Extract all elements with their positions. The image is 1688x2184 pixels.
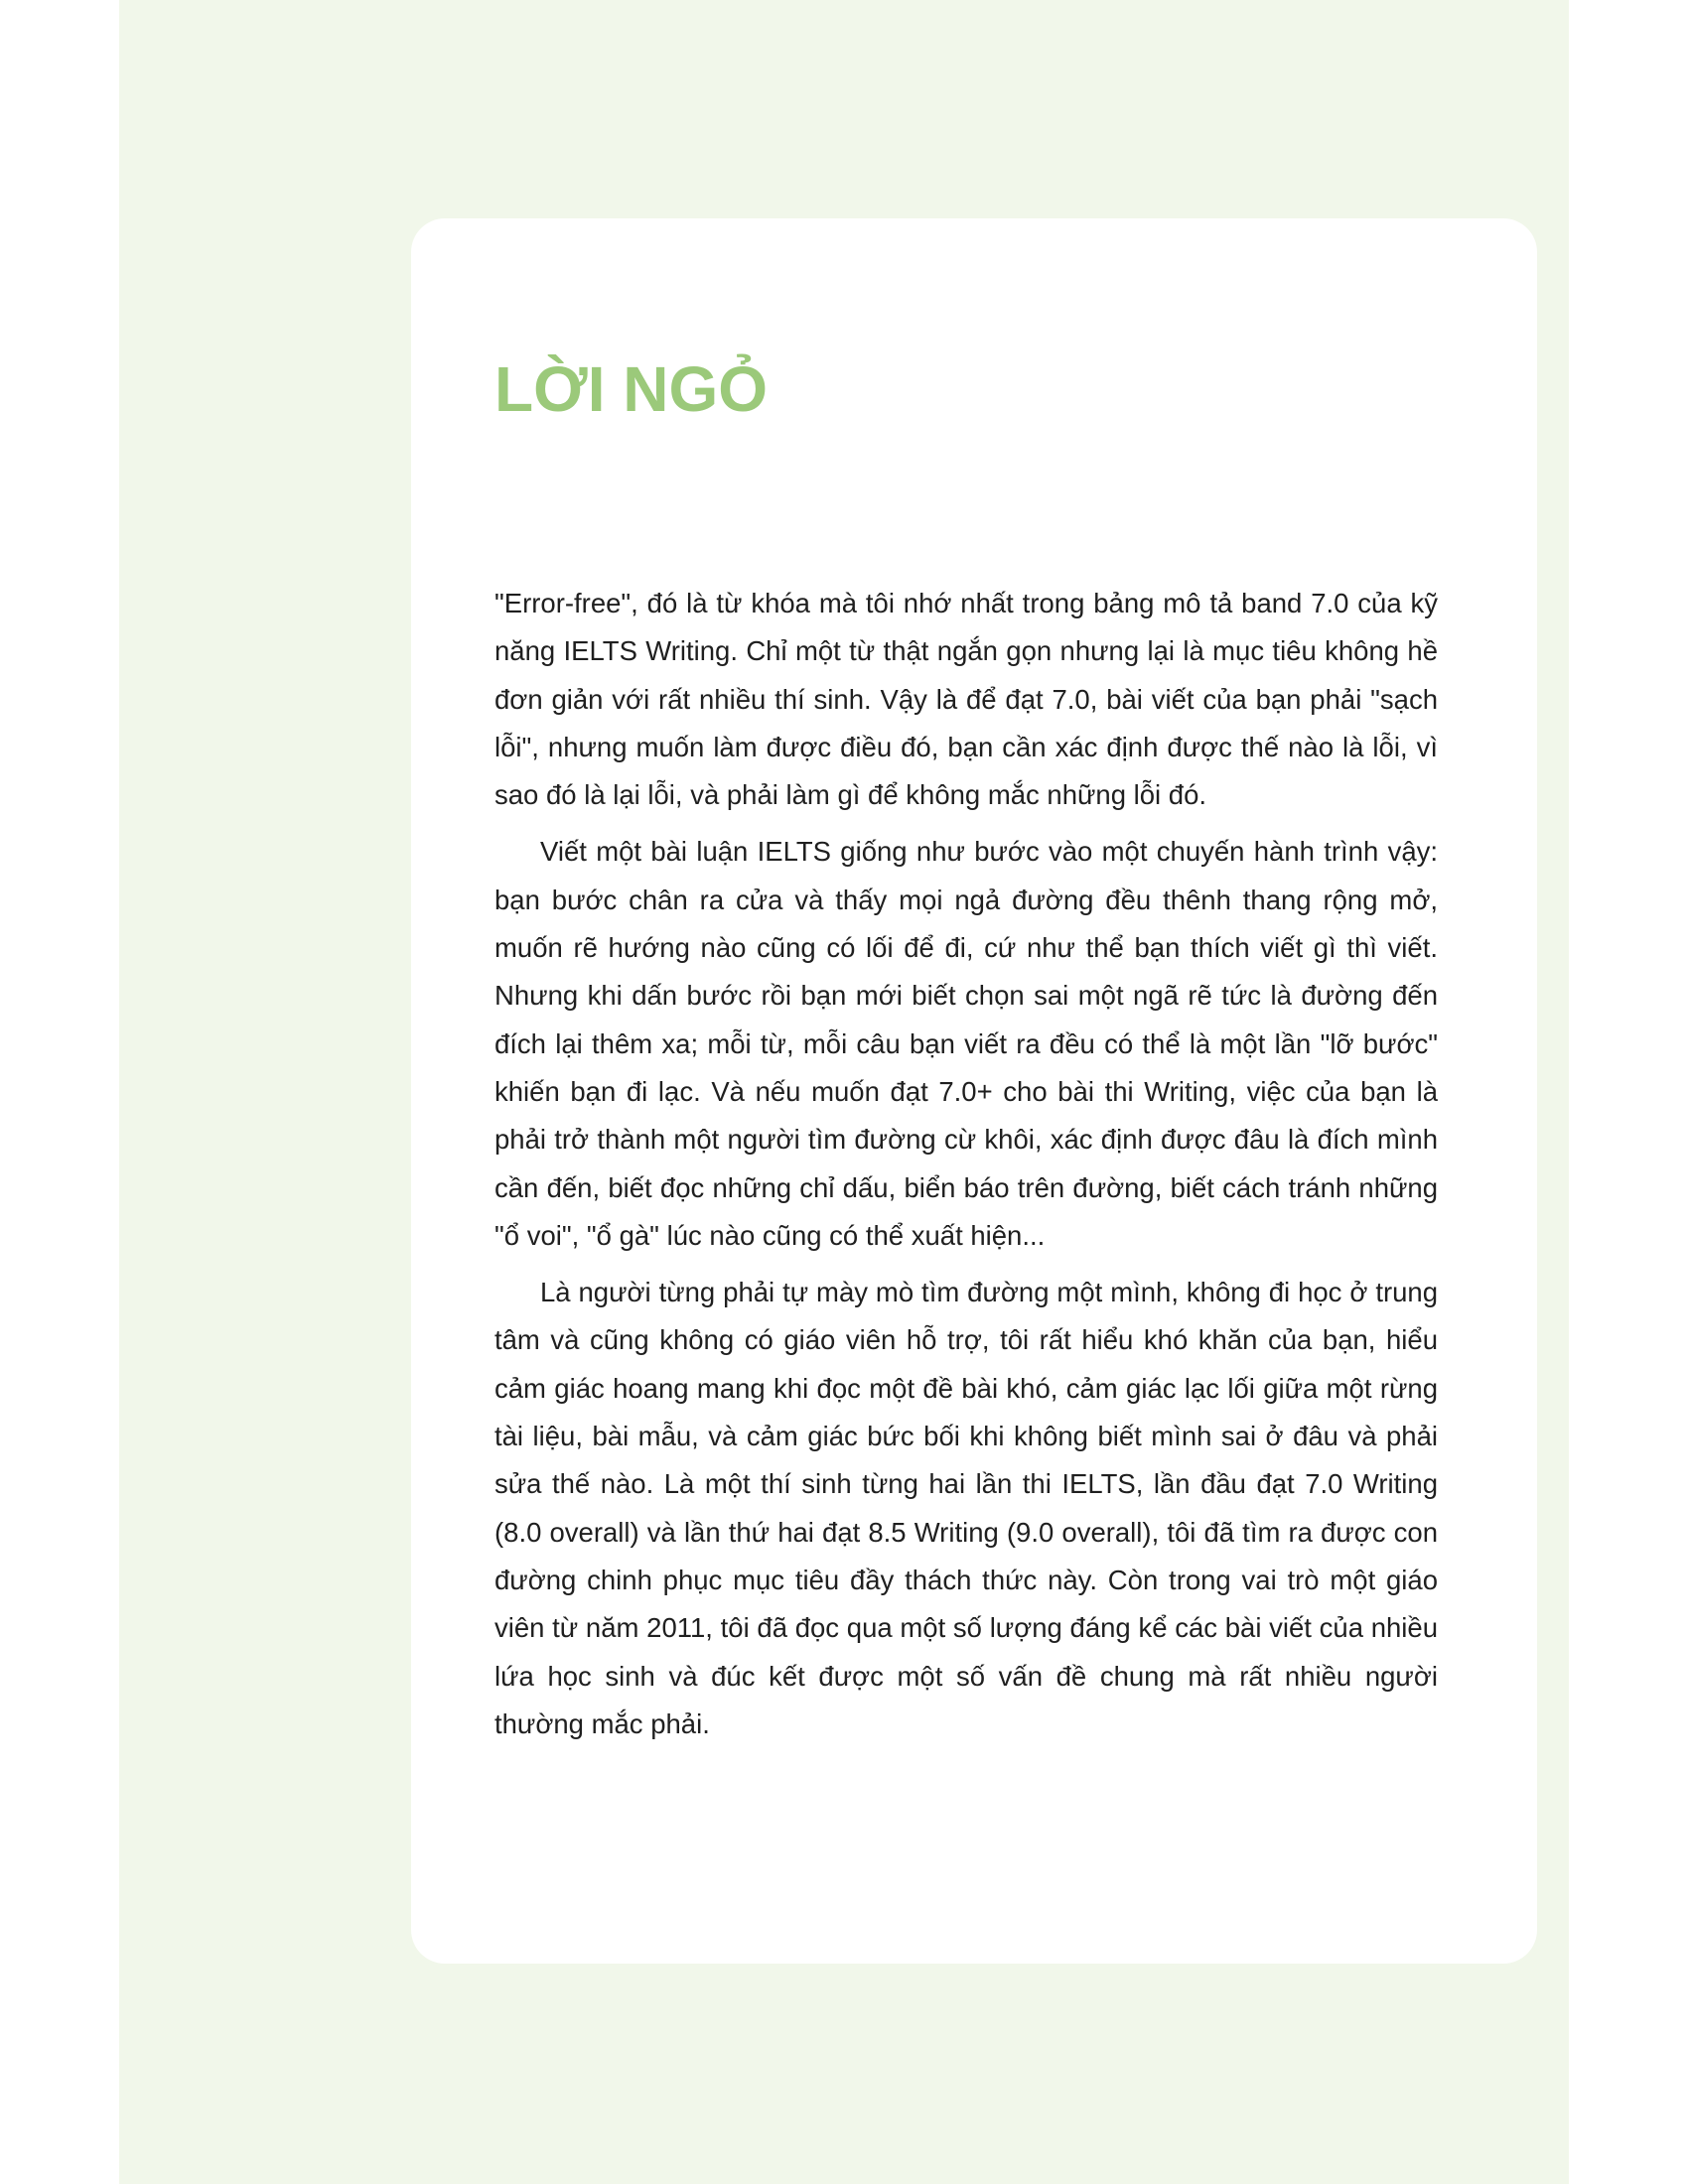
page-title: LỜI NGỎ <box>494 353 769 425</box>
paragraph-1: "Error-free", đó là từ khóa mà tôi nhớ nhất trong bảng mô tả band 7.0 của kỹ năng IELTS Writing. Chỉ một từ thật ngắn gọn nhưng lại là mục tiêu không hề đơn giản với rất nhiều thí sinh. Vậy là để đạt 7.0, bài viết của bạn phải "sạch lỗi", nhưng muốn làm được điều đó, bạn cần xác định được thế nào là lỗi, vì sao đó là lại lỗi, và phải làm gì để không mắc những lỗi đó. <box>494 588 1438 811</box>
content-card <box>411 218 1537 1964</box>
body-text <box>494 580 1438 1757</box>
paragraph-3: Là người từng phải tự mày mò tìm đường một mình, không đi học ở trung tâm và cũng không có giáo viên hỗ trợ, tôi rất hiểu khó khăn của bạn, hiểu cảm giác hoang mang khi đọc một đề bài khó, cảm giác lạc lối giữa một rừng tài liệu, bài mẫu, và cảm giác bức bối khi không biết mình sai ở đâu và phải sửa thế nào. Là một thí sinh từng hai lần thi IELTS, lần đầu đạt 7.0 Writing (8.0 overall) và lần thứ hai đạt 8.5 Writing (9.0 overall), tôi đã tìm ra được con đường chinh phục mục tiêu đầy thách thức này. Còn trong vai trò một giáo viên từ năm 2011, tôi đã đọc qua một số lượng đáng kể các bài viết của nhiều lứa học sinh và đúc kết được một số vấn đề chung mà rất nhiều người thường mắc phải. <box>494 1277 1438 1739</box>
paragraph-2: Viết một bài luận IELTS giống như bước vào một chuyến hành trình vậy: bạn bước chân ra cửa và thấy mọi ngả đường đều thênh thang rộng mở, muốn rẽ hướng nào cũng có lối để đi, cứ như thể bạn thích viết gì thì viết. Nhưng khi dấn bước rồi bạn mới biết chọn sai một ngã rẽ tức là đường đến đích lại thêm xa; mỗi từ, mỗi câu bạn viết ra đều có thể là một lần "lỡ bước" khiến bạn đi lạc. Và nếu muốn đạt 7.0+ cho bài thi Writing, việc của bạn là phải trở thành một người tìm đường cừ khôi, xác định được đâu là đích mình cần đến, biết đọc những chỉ dấu, biển báo trên đường, biết cách tránh những "ổ voi", "ổ gà" lúc nào cũng có thể xuất hiện... <box>494 836 1438 1251</box>
page-background <box>119 0 1569 2184</box>
